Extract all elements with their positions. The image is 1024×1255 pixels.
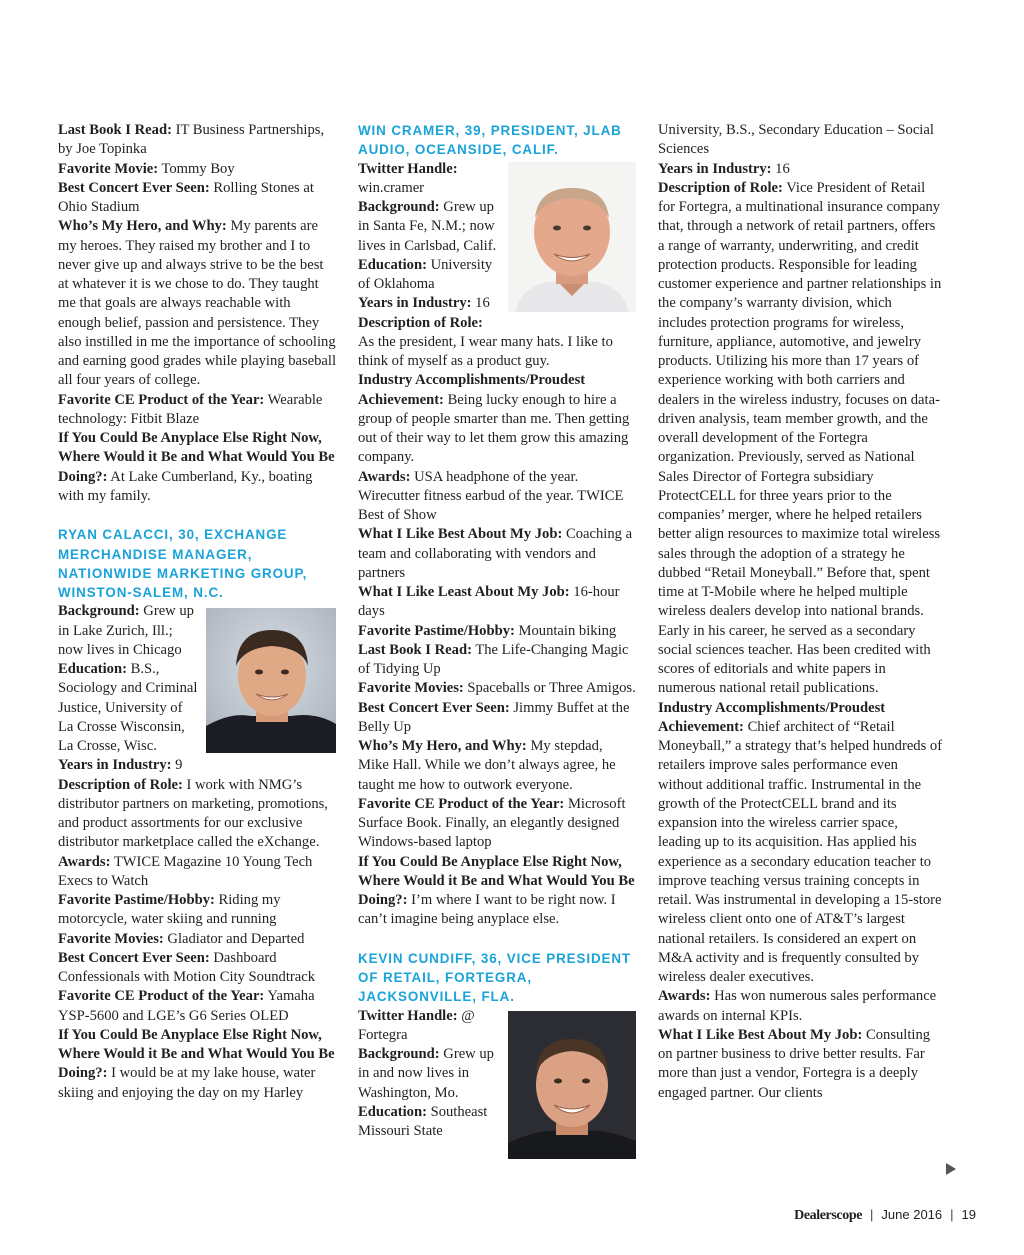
entry-value: 9: [171, 757, 183, 774]
entry-value: Wearable technology: Fitbit Blaze: [58, 391, 323, 427]
column-3: [658, 121, 943, 1103]
entry-label: Education:: [358, 1103, 427, 1120]
profile-entry: [58, 160, 336, 179]
entry-label: What I Like Least About My Job:: [358, 584, 570, 600]
kevin-cundiff-photo: [508, 1011, 636, 1159]
entry-label: Description of Role:: [358, 314, 483, 331]
entry-label: Best Concert Ever Seen:: [58, 179, 210, 196]
entry-label: Best Concert Ever Seen:: [358, 699, 510, 716]
profile-heading-kevin-cundiff: KEVIN CUNDIFF, 36, VICE PRESIDENT OF RETAIL, FORTEGRA, JACKSONVILLE, FLA.: [358, 950, 632, 1005]
profile-entry: [58, 776, 336, 853]
entry-value: Tommy Boy: [158, 160, 235, 177]
entry-value: TWICE Magazine 10 Young Tech Execs to Watch: [58, 853, 313, 889]
entry-value: My parents are my heroes. They raised my brother and I to never give up and always strive to be the best at whatever it is we chose to do. They taught me that goals are always reachable with enough belief, passion and persistence. They also instilled in me the importance of schooling and earning good grades while playing baseball all four years of college.: [58, 218, 337, 389]
entry-label: Twitter Handle:: [358, 1007, 458, 1024]
profile-entry: [358, 737, 636, 795]
profile-entry: [358, 371, 636, 467]
entry-value: Riding my motorcycle, water skiing and running: [58, 892, 281, 928]
profile-entry: [58, 121, 336, 160]
profile-entry: [658, 160, 943, 179]
profile-entry: [58, 391, 336, 430]
entry-value: @ Fortegra: [358, 1007, 475, 1043]
footer-page-number: 19: [961, 1207, 976, 1222]
profile-entry: [358, 699, 636, 738]
footer-separator: |: [950, 1207, 954, 1222]
entry-label: Description of Role:: [58, 776, 183, 793]
entry-label: Background:: [358, 1046, 440, 1062]
column-1: [58, 121, 336, 1103]
profile-entry: [658, 699, 943, 988]
entry-value: win.cramer: [358, 179, 425, 196]
entry-label: Education:: [58, 661, 127, 677]
entry-label: What I Like Best About My Job:: [658, 1026, 863, 1043]
entry-label: Industry Accomplishments/Proudest Achievement:: [358, 372, 586, 408]
profile-entry: [358, 583, 636, 622]
kevin-cundiff-details-continued: [658, 121, 943, 1103]
entry-label: Last Book I Read:: [358, 641, 472, 658]
entry-value: Jimmy Buffet at the Belly Up: [358, 699, 630, 735]
profile-heading-win-cramer: WIN CRAMER, 39, PRESIDENT, JLAB AUDIO, OCEANSIDE, CALIF.: [358, 123, 622, 158]
entry-label: Years in Industry:: [658, 160, 772, 177]
entry-value: IT Business Partnerships, by Joe Topinka: [58, 122, 325, 158]
entry-value: Spaceballs or Three Amigos.: [463, 680, 636, 697]
entry-label: Years in Industry:: [358, 295, 472, 312]
profile-entry: [358, 795, 636, 853]
profile-entry: [658, 121, 943, 160]
profile-entry: [358, 622, 636, 641]
entry-value: As the president, I wear many hats. I like to think of myself as a product guy.: [358, 333, 613, 369]
page-footer: [794, 1207, 976, 1224]
entry-label: Education:: [358, 256, 427, 273]
profile-entry: [658, 1026, 943, 1103]
entry-label: If You Could Be Anyplace Else Right Now, Where Would it Be and What Would You Be Doing?:: [358, 853, 635, 908]
entry-label: Background:: [358, 199, 440, 215]
entry-value: Vice President of Retail for Fortegra, a multinational insurance company that, through a network of retail partners, offers a range of warranty, underwriting, and credit protection products. Responsible for leading customer experience and partner relationships in the company’s warranty division, which includes protection programs for wireless, furniture, appliance, automotive, and jewelry products. Utilizing his more than 17 years of experience working with both carriers and dealers in the wireless industry, focuses on data-driven analysis, team member growth, and the overall development of the Fortegra organization. Previously, served as National Sales Director of Fortegra subsidiary ProtectCELL for three years prior to the companies’ merger, where he helped retailers better align resources to maximize total wireless sales through the adoption of a strategy he dubbed “Retail Moneyball.” Before that, spent time at T-Mobile where he helped multiple wireless dealers develop into national brands. Early in his career, he served as a secondary social sciences teacher. Has been credited with scores of editorials and white papers in numerous national retail publications.: [658, 179, 942, 697]
entry-value: I work with NMG’s distributor partners on marketing, promotions, and product assortments for our exclusive distributor marketplace called the eXchange.: [58, 776, 328, 851]
entry-label: Favorite Pastime/Hobby:: [358, 622, 515, 639]
profile-entry: [58, 1026, 336, 1103]
entry-label: Description of Role:: [658, 179, 783, 196]
entry-value: 16: [471, 295, 490, 312]
entry-value: 16: [771, 160, 790, 177]
entry-value: Being lucky enough to hire a group of people smarter than me. Then getting out of their way to let them grow this amazing company.: [358, 391, 630, 466]
footer-separator: |: [870, 1207, 874, 1222]
win-cramer-photo: [508, 162, 636, 312]
profile-entry: [658, 179, 943, 699]
ryan-calacci-photo: [206, 608, 336, 753]
entry-value: I would be at my lake house, water skiing and enjoying the day on my Harley: [58, 1065, 316, 1101]
entry-label: Awards:: [58, 853, 111, 870]
entry-value: Grew up in Santa Fe, N.M.; now lives in Carlsbad, Calif.: [358, 199, 497, 254]
continue-arrow-icon: [946, 1163, 956, 1175]
entry-value: Has won numerous sales performance awards on internal KPIs.: [658, 988, 937, 1024]
profile-entry: [58, 429, 336, 506]
entry-label: Favorite CE Product of the Year:: [358, 795, 565, 812]
profile-entry: [58, 756, 336, 775]
entry-label: If You Could Be Anyplace Else Right Now, Where Would it Be and What Would You Be Doing?:: [58, 1026, 335, 1082]
entry-label: Last Book I Read:: [58, 122, 172, 138]
entry-label: Awards:: [658, 988, 711, 1005]
profile-entry: [58, 891, 336, 930]
entry-label: Favorite CE Product of the Year:: [58, 988, 265, 1005]
entry-value: Dashboard Confessionals with Motion City Soundtrack: [58, 949, 316, 985]
profile-entry: [358, 525, 636, 583]
entry-label: Favorite CE Product of the Year:: [58, 391, 265, 408]
entry-label: Background:: [58, 603, 140, 620]
profile-entry: [58, 179, 336, 218]
entry-label: Best Concert Ever Seen:: [58, 949, 210, 966]
profile-entry: [58, 853, 336, 892]
footer-issue-date: June 2016: [881, 1207, 943, 1222]
entry-value: Grew up in and now lives in Washington, Mo.: [358, 1046, 494, 1101]
profile-entry: [58, 217, 336, 390]
entry-label: Who’s My Hero, and Why:: [58, 218, 227, 235]
entry-value: Yamaha YSP-5600 and LGE’s G6 Series OLED: [58, 988, 315, 1024]
entry-label: Years in Industry:: [58, 757, 172, 774]
profile-entry: [58, 949, 336, 988]
entry-value: Chief architect of “Retail Moneyball,” a strategy that’s helped hundreds of retailers improve sales performance even without additional traffic. Instrumental in the growth of the ProtectCELL brand and its expansion into the wireless carrier space, leading up to its acquisition. Has applied his experience as a secondary education teacher to improve teaching versus training concepts in retail. Was instrumental in developing a 15-store wireless client onto one of AT&T’s largest national retailers. Is considered an expert on M&A activity and is frequently consulted by wireless dealer executives.: [658, 718, 943, 985]
entry-value: Rolling Stones at Ohio Stadium: [58, 179, 314, 215]
entry-value: 16-hour days: [358, 584, 620, 620]
entry-label: If You Could Be Anyplace Else Right Now, Where Would it Be and What Would You Be Doing?:: [58, 430, 335, 485]
entry-label: Awards:: [358, 468, 411, 485]
entry-value: Grew up in Lake Zurich, Ill.; now lives in Chicago: [58, 603, 194, 658]
entry-value: The Life-Changing Magic of Tidying Up: [358, 641, 629, 677]
profile-entry: [358, 679, 636, 698]
entry-label: Who’s My Hero, and Why:: [358, 738, 527, 754]
entry-value: USA headphone of the year. Wirecutter fitness earbud of the year. TWICE Best of Show: [358, 468, 624, 523]
profile-entry: [358, 468, 636, 526]
entry-value: University of Oklahoma: [358, 256, 493, 292]
entry-label: Favorite Pastime/Hobby:: [58, 892, 215, 908]
entry-value: Gladiator and Departed: [163, 930, 305, 947]
entry-label: Favorite Movies:: [58, 930, 164, 947]
entry-value: At Lake Cumberland, Ky., boating with my family.: [58, 468, 313, 504]
column-2: [358, 121, 636, 1163]
profile-entry: [358, 853, 636, 930]
entry-value: Mountain biking: [514, 622, 617, 639]
profile-heading-ryan-calacci: RYAN CALACCI, 30, EXCHANGE MERCHANDISE MANAGER, NATIONWIDE MARKETING GROUP, WINSTON-SALEM, N.C.: [58, 527, 308, 600]
entry-value: My stepdad, Mike Hall. While we don’t always agree, he taught me how to outwork everyone.: [358, 738, 616, 793]
entry-label: What I Like Best About My Job:: [358, 526, 563, 543]
entry-value: I’m where I want to be right now. I can’t imagine being anyplace else.: [358, 892, 616, 928]
entry-value: Southeast Missouri State: [358, 1103, 488, 1139]
profile-prev-entries: [58, 121, 336, 506]
footer-brand: Dealerscope: [794, 1208, 863, 1223]
entry-value: Microsoft Surface Book. Finally, an elegantly designed Windows-based laptop: [358, 795, 626, 851]
entry-label: Twitter Handle:: [358, 160, 458, 177]
profile-entry: [358, 314, 636, 372]
entry-value: Consulting on partner business to drive better results. Far more than just a vendor, Fortegra is a deeply engaged partner. Our clients: [658, 1026, 931, 1101]
entry-label: Favorite Movie:: [58, 160, 159, 177]
profile-entry: [58, 930, 336, 949]
entry-label: Industry Accomplishments/Proudest Achievement:: [658, 699, 886, 735]
entry-value: University, B.S., Secondary Education – Social Sciences: [658, 122, 934, 158]
profile-entry: [658, 987, 943, 1026]
profile-entry: [358, 641, 636, 680]
entry-label: Favorite Movies:: [358, 680, 464, 697]
entry-value: B.S., Sociology and Criminal Justice, University of La Crosse Wisconsin, La Crosse, Wisc.: [58, 661, 198, 754]
entry-value: Coaching a team and collaborating with vendors and partners: [358, 526, 633, 581]
profile-entry: [58, 987, 336, 1026]
